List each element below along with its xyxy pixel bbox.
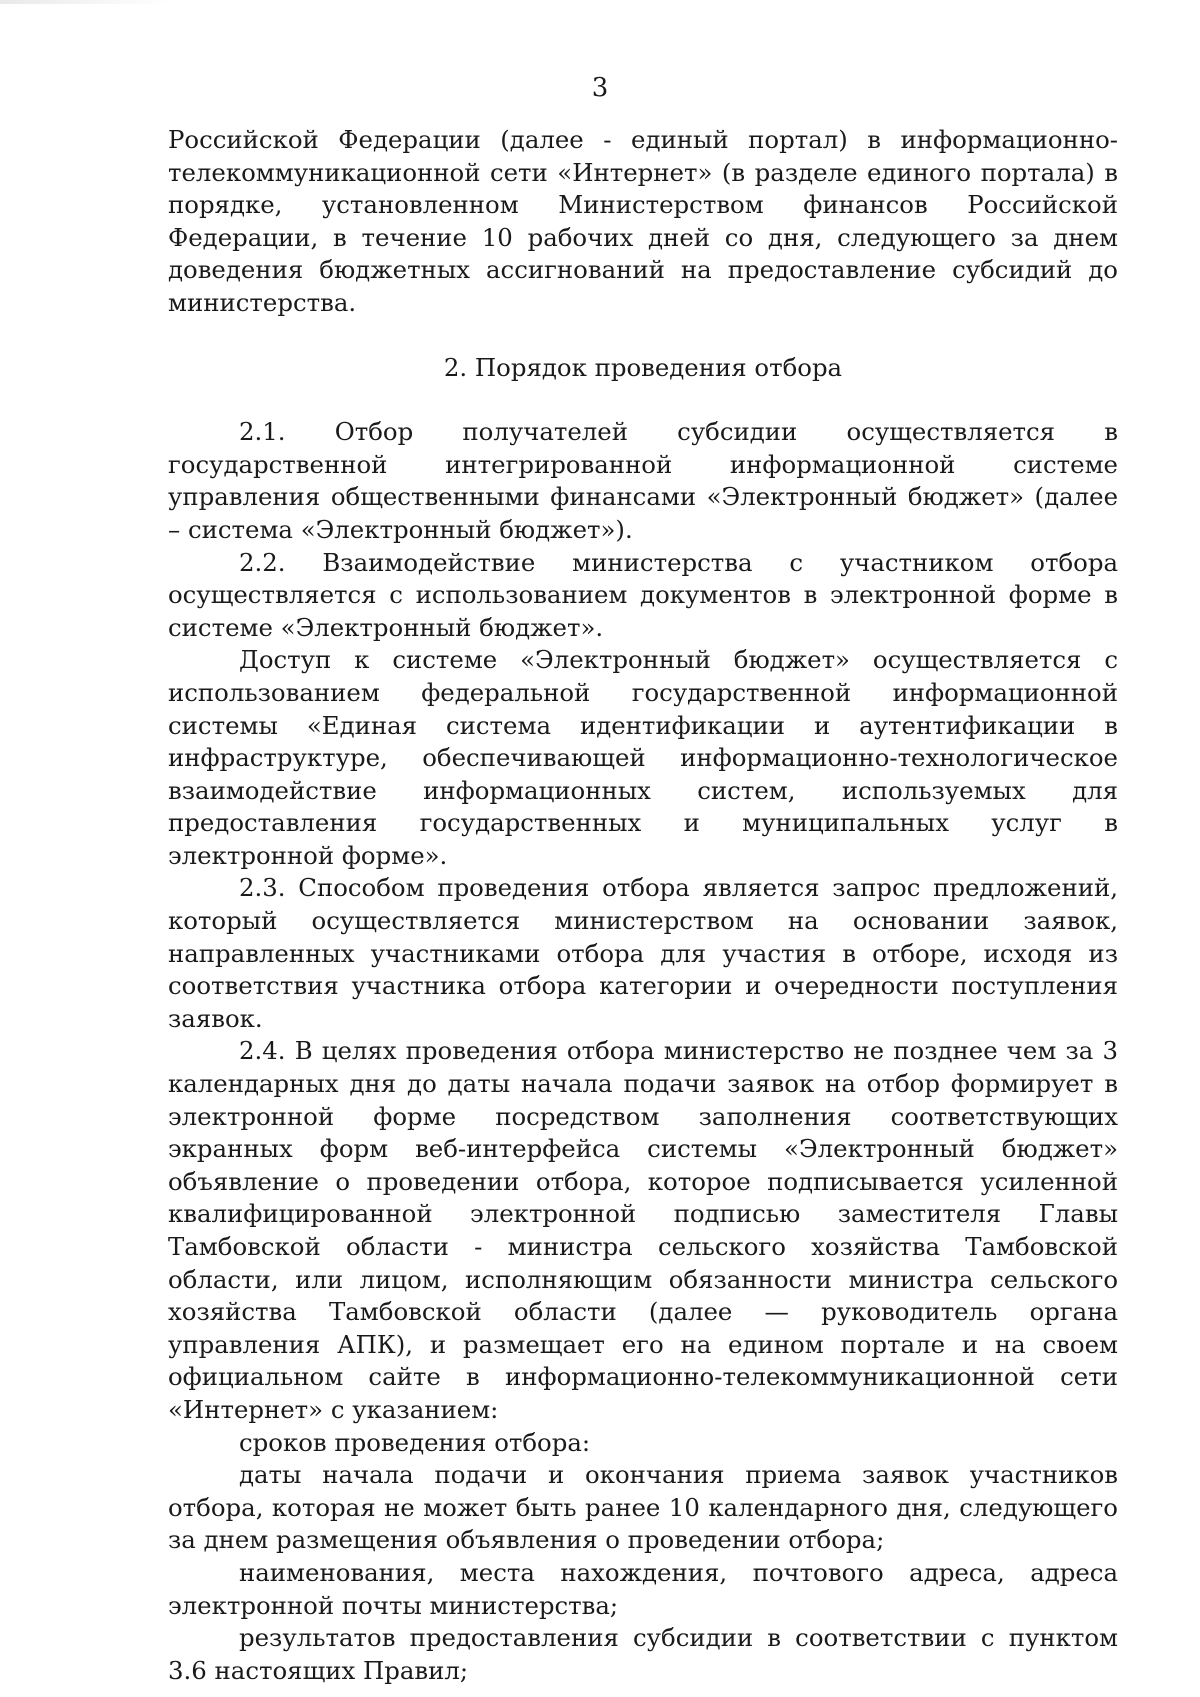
paragraph-access: Доступ к системе «Электронный бюджет» осуществляется с использованием федеральной государственной информационной системы «Единая система идентификации и аутентификации в инфраструктуре, обеспечивающей информационно-технологическое взаимодействие информационных систем, используемых для предоставления государственных и муниципальных услуг в электронной форме». bbox=[168, 645, 1118, 870]
paragraph-2-3: 2.3. Способом проведения отбора является запрос предложений, который осуществляется министерством на основании заявок, направленных участниками отбора для участия в отборе, исходя из соответствия участника отбора категории и очередности поступления заявок. bbox=[168, 873, 1118, 1033]
page-number: 3 bbox=[591, 73, 609, 103]
paragraph-dates: даты начала подачи и окончания приема заявок участников отбора, которая не может быть ранее 10 календарного дня, следующего за днем размещения объявления о проведении отбора; bbox=[168, 1460, 1118, 1555]
scan-edge-mark bbox=[0, 0, 170, 4]
paragraph-terms: сроков проведения отбора: bbox=[239, 1427, 591, 1457]
paragraph-2-1: 2.1. Отбор получателей субсидии осуществляется в государственной интегрированной информационной системе управления общественными финансами «Электронный бюджет» (далее – система «Электронный бюджет»). bbox=[168, 417, 1118, 544]
paragraph-2-2: 2.2. Взаимодействие министерства с участником отбора осуществляется с использованием документов в электронной форме в системе «Электронный бюджет». bbox=[168, 547, 1118, 642]
paragraph-results: результатов предоставления субсидии в соответствии с пунктом 3.6 настоящих Правил; bbox=[168, 1623, 1118, 1685]
paragraph-name-address: наименования, места нахождения, почтового адреса, адреса электронной почты министерства; bbox=[168, 1557, 1118, 1620]
document-body bbox=[168, 124, 1118, 1687]
paragraph-intro-continuation: Российской Федерации (далее - единый портал) в информационно-телекоммуникационной сети «Интернет» (в разделе единого портала) в порядке, установленном Министерством финансов Российской Федерации, в течение 10 рабочих дней со дня, следующего за днем доведения бюджетных ассигнований на предоставление субсидий до министерства. bbox=[168, 125, 1118, 317]
paragraph-2-4: 2.4. В целях проведения отбора министерство не позднее чем за 3 календарных дня до даты начала подачи заявок на отбор формирует в электронной форме посредством заполнения соответствующих экранных форм веб-интерфейса системы «Электронный бюджет» объявление о проведении отбора, которое подписывается усиленной квалифицированной электронной подписью заместителя Главы Тамбовской области - министра сельского хозяйства Тамбовской области, или лицом, исполняющим обязанности министра сельского хозяйства Тамбовской области (далее — руководитель органа управления АПК), и размещает его на едином портале и на своем официальном сайте в информационно-телекоммуникационной сети «Интернет» с указанием: bbox=[168, 1036, 1118, 1424]
section-heading: 2. Порядок проведения отбора bbox=[443, 352, 843, 382]
